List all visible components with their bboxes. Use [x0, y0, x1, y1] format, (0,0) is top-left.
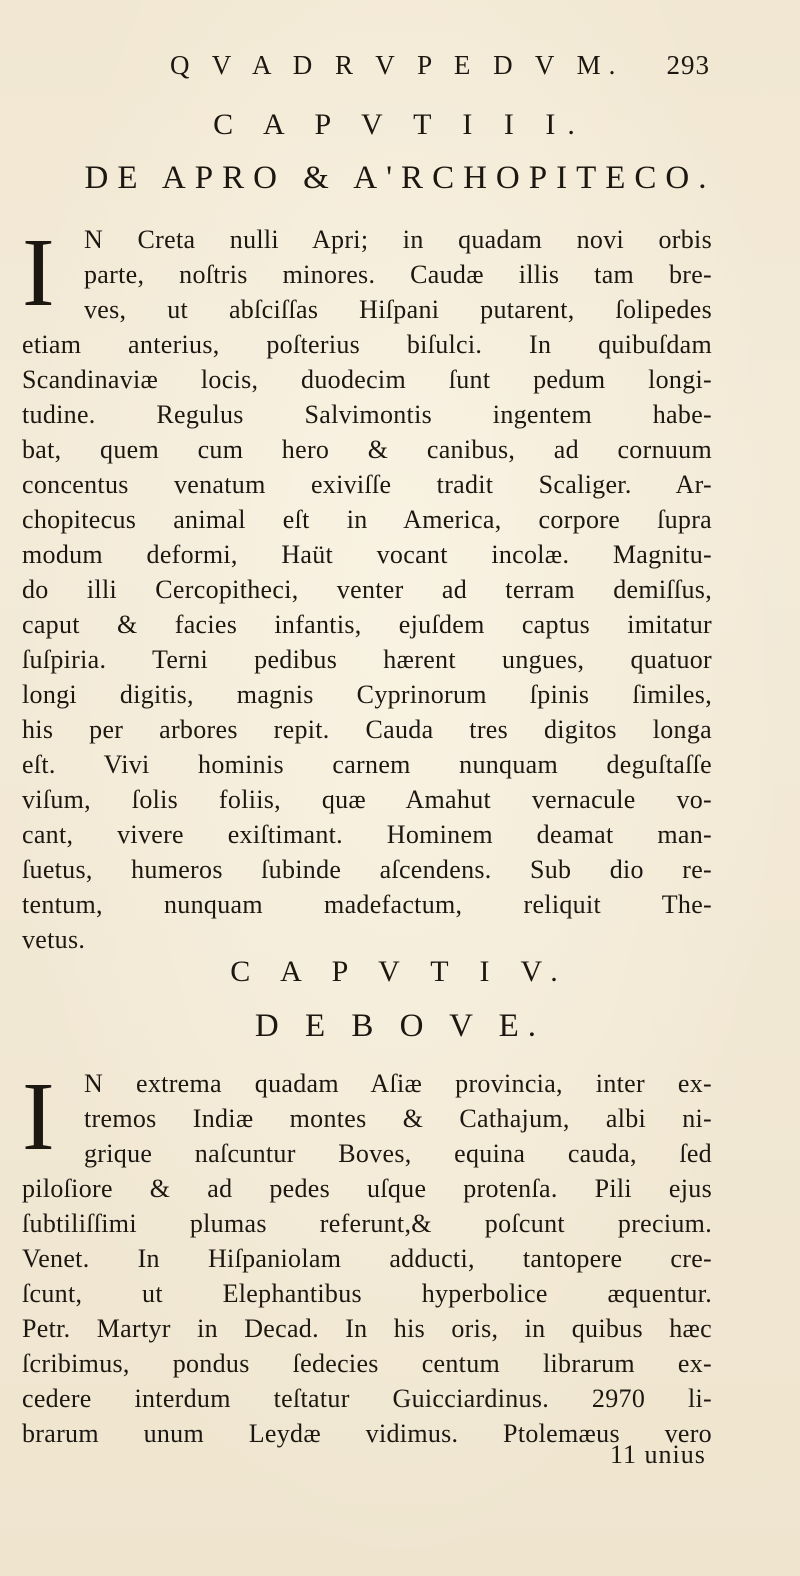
text-line: ſcunt, ut Elephantibus hyperbolice æquentur. [22, 1279, 712, 1308]
text-line: cant, vivere exiſtimant. Hominem deamat man- [22, 820, 712, 849]
drop-cap: I [22, 1063, 55, 1171]
text-line: tremos Indiæ montes & Cathajum, albi ni- [84, 1104, 712, 1133]
text-line: brarum unum Leydæ vidimus. Ptolemæus vero [22, 1419, 712, 1448]
text-line: Venet. In Hiſpaniolam adducti, tantopere cre- [22, 1244, 712, 1273]
chapter-heading: C A P V T I V. [230, 955, 570, 988]
chapter-heading: C A P V T I I I. [213, 108, 587, 141]
text-line: do illi Cercopitheci, venter ad terram demiſſus, [22, 575, 712, 604]
paragraph [22, 1063, 712, 1451]
text-line: N extrema quadam Aſiæ provincia, inter ex- [84, 1069, 712, 1098]
text-line: parte, noſtris minores. Caudæ illis tam bre- [84, 260, 712, 289]
text-line: grique naſcuntur Boves, equina cauda, ſed [84, 1139, 712, 1168]
text-line: concentus venatum exiviſſe tradit Scaliger. Ar- [22, 470, 712, 499]
text-line: Scandinaviæ locis, duodecim ſunt pedum longi- [22, 365, 712, 394]
drop-cap: I [22, 219, 55, 327]
text-line: ſcribimus, pondus ſedecies centum librarum ex- [22, 1349, 712, 1378]
text-line: modum deformi, Haüt vocant incolæ. Magnitu- [22, 540, 712, 569]
text-line: ſubtiliſſimi plumas referunt,& poſcunt precium. [22, 1209, 712, 1238]
text-line: bat, quem cum hero & canibus, ad cornuum [22, 435, 712, 464]
text-line: viſum, ſolis foliis, quæ Amahut vernacule vo- [22, 785, 712, 814]
text-line: N Creta nulli Apri; in quadam novi orbis [84, 225, 712, 254]
text-line: Petr. Martyr in Decad. In his oris, in quibus hæc [22, 1314, 712, 1343]
text-line: chopitecus animal eſt in America, corpore ſupra [22, 505, 712, 534]
page-number: 293 [666, 50, 710, 80]
text-line: ſuetus, humeros ſubinde aſcendens. Sub dio re- [22, 855, 712, 884]
paragraph [22, 219, 712, 957]
running-head [170, 50, 710, 86]
text-line: vetus. [22, 925, 86, 954]
text-line: his per arbores repit. Cauda tres digitos longa [22, 715, 712, 744]
text-line: eſt. Vivi hominis carnem nunquam deguſtaſſe [22, 750, 712, 779]
catchword: 11 unius [610, 1440, 706, 1469]
text-line: cedere interdum teſtatur Guicciardinus. 2970 li- [22, 1384, 712, 1413]
text-line: longi digitis, magnis Cyprinorum ſpinis ſimiles, [22, 680, 712, 709]
section-title: D E B O V E. [254, 1008, 546, 1044]
text-line: etiam anterius, poſterius biſulci. In quibuſdam [22, 330, 712, 359]
text-line: piloſiore & ad pedes uſque protenſa. Pili ejus [22, 1174, 712, 1203]
text-line: tudine. Regulus Salvimontis ingentem habe- [22, 400, 712, 429]
text-line: ves, ut abſciſſas Hiſpani putarent, ſolipedes [84, 295, 712, 324]
running-title: Q V A D R V P E D V M. [170, 50, 624, 80]
text-line: ſuſpiria. Terni pedibus hærent ungues, quatuor [22, 645, 712, 674]
section-title: DE APRO & A'RCHOPITECO. [84, 160, 716, 196]
text-line: tentum, nunquam madefactum, reliquit The- [22, 890, 712, 919]
text-line: caput & facies infantis, ejuſdem captus imitatur [22, 610, 712, 639]
